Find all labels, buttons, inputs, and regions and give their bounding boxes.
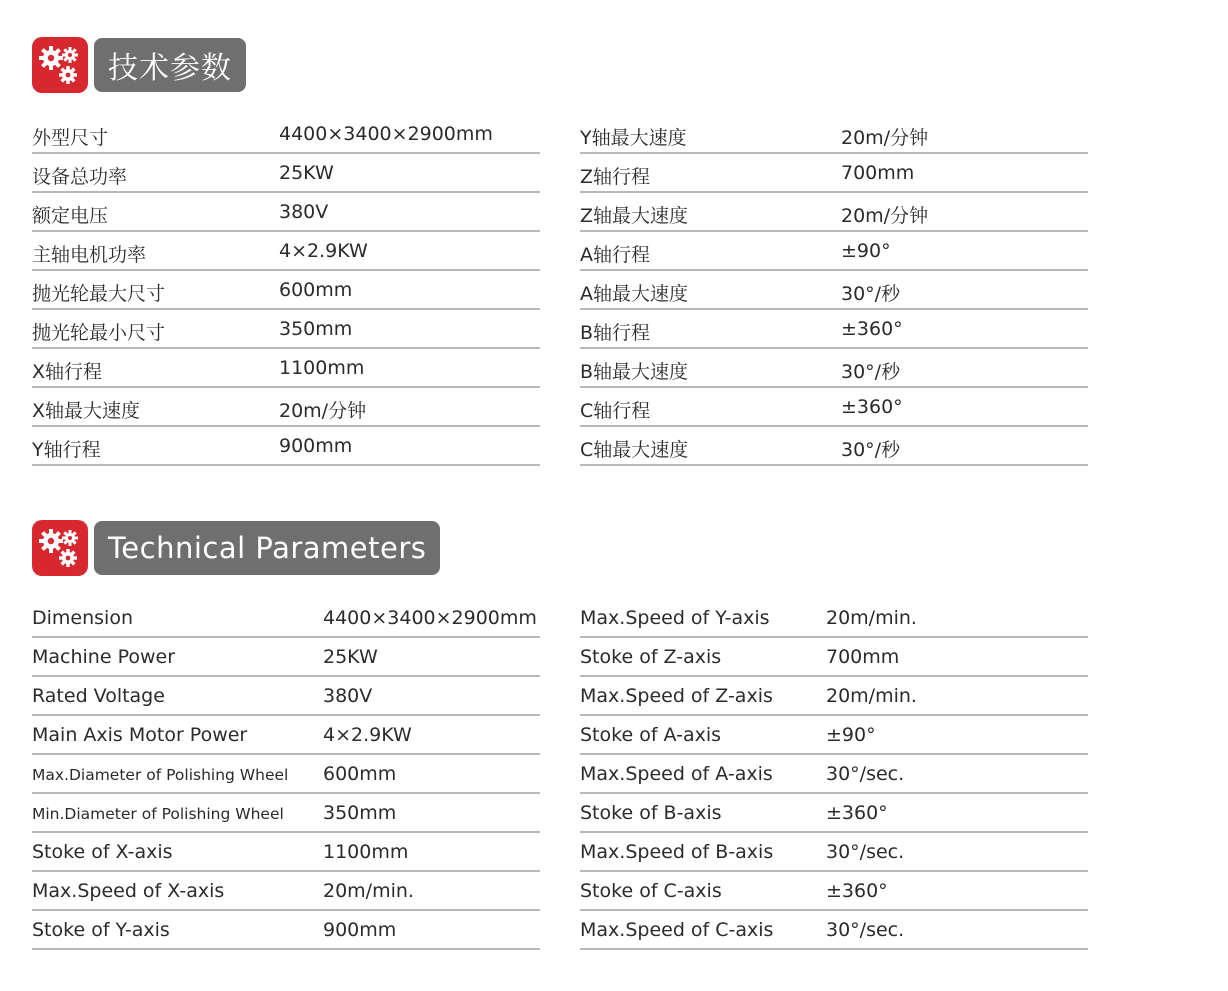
params-column-right-cn xyxy=(580,115,1088,466)
param-value: 20m/min. xyxy=(826,685,917,707)
param-row xyxy=(32,388,540,427)
param-row xyxy=(32,911,540,950)
param-value: 900mm xyxy=(323,919,397,941)
param-row xyxy=(580,833,1088,872)
param-value: 350mm xyxy=(323,802,397,824)
param-row xyxy=(32,154,540,193)
param-value: 30°/秒 xyxy=(841,283,901,305)
param-row xyxy=(32,427,540,466)
param-row xyxy=(32,872,540,911)
param-label: Max.Speed of X-axis xyxy=(32,880,225,902)
param-label: Max.Diameter of Polishing Wheel xyxy=(32,766,289,784)
param-row xyxy=(580,427,1088,466)
param-label: Min.Diameter of Polishing Wheel xyxy=(32,805,284,823)
params-column-left-cn xyxy=(32,115,540,466)
param-label: Max.Speed of Z-axis xyxy=(580,685,773,707)
param-row xyxy=(32,794,540,833)
param-row xyxy=(580,271,1088,310)
param-label: Z轴行程 xyxy=(580,166,651,188)
param-row xyxy=(32,833,540,872)
param-row xyxy=(580,310,1088,349)
param-label: Y轴最大速度 xyxy=(580,127,687,149)
gears-icon xyxy=(32,520,88,576)
param-label: B轴最大速度 xyxy=(580,361,689,383)
param-label: Max.Speed of C-axis xyxy=(580,919,774,941)
param-label: Main Axis Motor Power xyxy=(32,724,248,746)
param-label: A轴行程 xyxy=(580,244,650,266)
param-label: C轴行程 xyxy=(580,400,651,422)
param-value: 30°/秒 xyxy=(841,439,901,461)
params-column-left-en xyxy=(32,599,540,950)
param-row xyxy=(580,232,1088,271)
param-label: A轴最大速度 xyxy=(580,283,688,305)
param-value: 30°/秒 xyxy=(841,361,901,383)
param-label: Y轴行程 xyxy=(32,439,101,461)
param-label: 主轴电机功率 xyxy=(32,244,147,266)
param-value: ±360° xyxy=(841,396,903,418)
param-value: ±360° xyxy=(826,802,888,824)
param-value: 20m/min. xyxy=(323,880,414,902)
param-row xyxy=(32,232,540,271)
param-row xyxy=(32,271,540,310)
param-row xyxy=(32,115,540,154)
param-label: B轴行程 xyxy=(580,322,651,344)
param-label: Max.Speed of A-axis xyxy=(580,763,773,785)
param-value: 4400×3400×2900mm xyxy=(323,607,537,629)
param-row xyxy=(32,716,540,755)
param-value: 350mm xyxy=(279,318,353,340)
param-label: Stoke of C-axis xyxy=(580,880,722,902)
param-value: 1100mm xyxy=(279,357,365,379)
param-row xyxy=(32,310,540,349)
param-value: 380V xyxy=(323,685,373,707)
param-value: ±360° xyxy=(826,880,888,902)
param-row xyxy=(580,154,1088,193)
param-value: 30°/sec. xyxy=(826,841,905,863)
param-label: Rated Voltage xyxy=(32,685,165,707)
param-row xyxy=(32,193,540,232)
param-value: 4400×3400×2900mm xyxy=(279,123,493,145)
param-label: X轴最大速度 xyxy=(32,400,141,422)
param-value: 900mm xyxy=(279,435,353,457)
param-value: 4×2.9KW xyxy=(279,240,368,262)
param-row xyxy=(580,115,1088,154)
param-label: 抛光轮最小尺寸 xyxy=(32,322,166,344)
param-value: ±360° xyxy=(841,318,903,340)
param-row xyxy=(32,677,540,716)
param-row xyxy=(580,755,1088,794)
param-label: Z轴最大速度 xyxy=(580,205,689,227)
param-row xyxy=(580,911,1088,950)
param-label: Stoke of A-axis xyxy=(580,724,722,746)
param-row xyxy=(580,677,1088,716)
param-value: 20m/分钟 xyxy=(279,400,367,422)
param-label: Stoke of Z-axis xyxy=(580,646,722,668)
section-header-en xyxy=(32,520,440,576)
param-value: 4×2.9KW xyxy=(323,724,412,746)
param-value: 20m/min. xyxy=(826,607,917,629)
param-row xyxy=(580,716,1088,755)
param-value: 25KW xyxy=(279,162,334,184)
param-label: Machine Power xyxy=(32,646,176,668)
section-title-cn: 技术参数 xyxy=(94,38,246,92)
param-row xyxy=(32,599,540,638)
param-label: C轴最大速度 xyxy=(580,439,689,461)
param-label: Stoke of B-axis xyxy=(580,802,722,824)
param-label: Max.Speed of Y-axis xyxy=(580,607,770,629)
param-value: 700mm xyxy=(826,646,900,668)
param-row xyxy=(580,193,1088,232)
param-label: 抛光轮最大尺寸 xyxy=(32,283,166,305)
section-header-cn xyxy=(32,37,246,93)
param-label: 额定电压 xyxy=(32,205,109,227)
params-column-right-en xyxy=(580,599,1088,950)
param-label: Dimension xyxy=(32,607,133,629)
param-row xyxy=(580,599,1088,638)
param-row xyxy=(580,349,1088,388)
param-value: ±90° xyxy=(841,240,891,262)
param-value: 20m/分钟 xyxy=(841,205,929,227)
param-label: Max.Speed of B-axis xyxy=(580,841,774,863)
param-value: 30°/sec. xyxy=(826,763,905,785)
param-label: X轴行程 xyxy=(32,361,103,383)
gears-icon xyxy=(32,37,88,93)
param-label: Stoke of Y-axis xyxy=(32,919,170,941)
param-row xyxy=(32,349,540,388)
section-title-en: Technical Parameters xyxy=(94,521,440,575)
param-row xyxy=(580,872,1088,911)
param-value: 380V xyxy=(279,201,329,223)
param-row xyxy=(32,755,540,794)
param-row xyxy=(580,794,1088,833)
param-value: 700mm xyxy=(841,162,915,184)
param-value: 600mm xyxy=(323,763,397,785)
param-value: 1100mm xyxy=(323,841,409,863)
param-label: 设备总功率 xyxy=(32,166,128,188)
param-value: 25KW xyxy=(323,646,378,668)
param-label: 外型尺寸 xyxy=(32,127,109,149)
param-value: ±90° xyxy=(826,724,876,746)
param-row xyxy=(580,388,1088,427)
param-label: Stoke of X-axis xyxy=(32,841,173,863)
param-row xyxy=(32,638,540,677)
param-value: 30°/sec. xyxy=(826,919,905,941)
param-value: 20m/分钟 xyxy=(841,127,929,149)
param-value: 600mm xyxy=(279,279,353,301)
param-row xyxy=(580,638,1088,677)
